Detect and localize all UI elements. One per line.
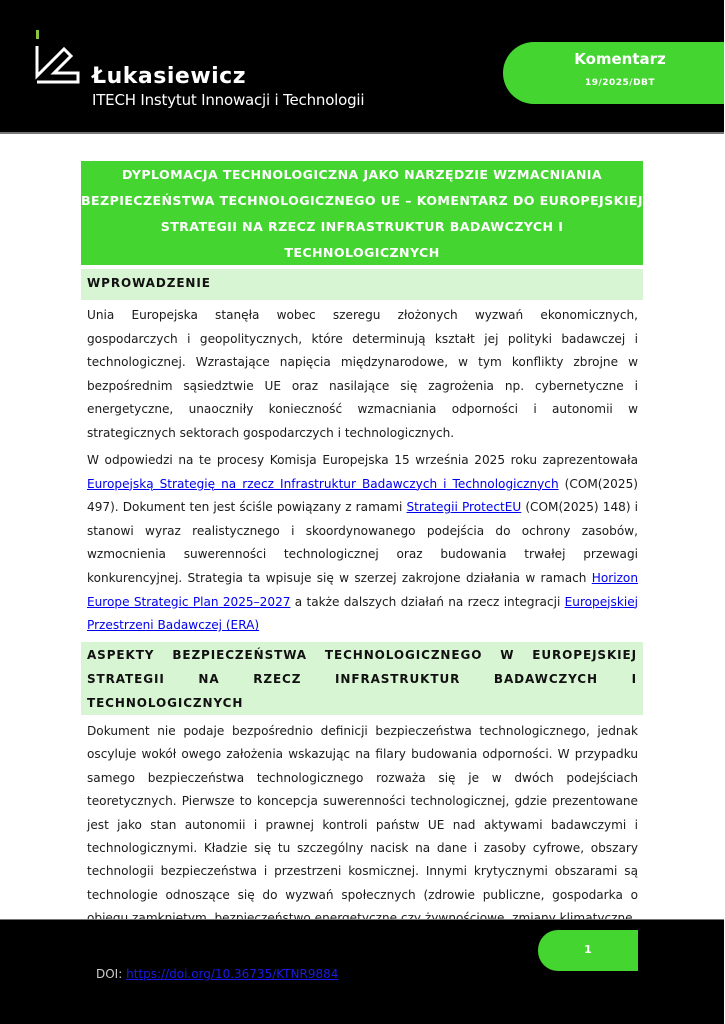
security-paragraph-1: Dokument nie podaje bezpośrednio definicji bezpieczeństwa technologicznego, jednak oscyluje wokół owego założenia wskazując na filary budowania odporności. W przypadku samego bezpieczeństwa technologicznego rozważa się je w dwóch podejściach teoretycznych. Pierwsze to koncepcja suwerenności technologicznej, gdzie prezentowane jest jako stan autonomii i prawnej kontroli państw UE nad aktywami badawczymi i technologicznymi. Kładzie się tu szczególny nacisk na dane i zasoby cyfrowe, obszary technologii bezpieczeństwa i przestrzeni kosmicznej. Innymi krytycznymi obszarami są technologie odnoszące się do wyzwań społecznych (zdrowie publiczne, gospodarka o	[87, 724, 638, 902]
lukasiewicz-logo-icon	[34, 30, 82, 86]
text-segment: (COM(2025) 497). Dokument ten jest ściśle powiązany z ramami	[87, 476, 638, 515]
badge-code: 19/2025/DBT	[584, 78, 656, 88]
text-segment: W odpowiedzi na te procesy Komisja Europejska 15 września 2025 roku zaprezentowała	[87, 453, 638, 467]
section-heading-introduction: WPROWADZENIE	[81, 269, 643, 300]
badge-title: Komentarz	[574, 50, 666, 68]
page-number: 1	[538, 930, 638, 971]
org-name: Łukasiewicz	[92, 64, 247, 89]
document-type-badge	[503, 42, 724, 104]
header-divider	[0, 132, 724, 134]
doi-label: DOI:	[96, 967, 127, 981]
doi-line	[96, 967, 338, 981]
section-heading-security-aspects: ASPEKTY BEZPIECZEŃSTWA TECHNOLOGICZNEGO W EUROPEJSKIEJ STRATEGII NA RZECZ INFRASTRUKTUR BADAWCZYCH I TECHNOLOGICZNYCH	[81, 642, 643, 715]
org-subtitle: ITECH Instytut Innowacji i Technologii	[92, 91, 365, 109]
page-header	[0, 0, 724, 133]
document-title: DYPLOMACJA TECHNOLOGICZNA JAKO NARZĘDZIE WZMACNIANIA BEZPIECZEŃSTWA TECHNOLOGICZNEGO UE – KOMENTARZ DO EUROPEJSKIEJ STRATEGII NA RZECZ INFRASTRUKTUR BADAWCZYCH I TECHNOLOGICZNYCH	[81, 161, 643, 265]
link-research-infrastructure-strategy[interactable]: Europejską Strategię na rzecz Infrastruktur Badawczych i Technologicznych	[87, 476, 559, 491]
link-horizon-europe-plan[interactable]: Horizon Europe Strategic Plan 2025–2027	[87, 570, 638, 609]
link-protecteu-strategy[interactable]: Strategii ProtectEU	[406, 500, 522, 515]
doi-link[interactable]: https://doi.org/10.36735/KTNR9884	[126, 967, 339, 981]
text-segment: (COM(2025) 148) i stanowi wyraz realistycznego i skoordynowanego podejścia do ochrony zasobów, wzmocnienia suwerenności technologicznej oraz budowania trwałej przewagi konkurencyjnej. Strategia ta wpisuje się w szerzej zakrojone działania w ramach	[87, 500, 638, 585]
text-segment: a także dalszych działań na rzecz integracji	[290, 594, 565, 609]
link-era[interactable]: Europejskiej Przestrzeni Badawczej (ERA)	[87, 594, 638, 633]
intro-paragraph-2	[87, 449, 638, 638]
intro-paragraph-1: Unia Europejska stanęła wobec szeregu złożonych wyzwań ekonomicznych, gospodarczych i geopolitycznych, które determinują kształt jej polityki badawczej i technologicznej. Wzrastające napięcia międzynarodowe, w tym konflikty zbrojne w bezpośrednim sąsiedztwie UE oraz nasilające się zagrożenia np. cybernetyczne i energetyczne, unaoczniły konieczność wzmacniania odporności i autonomii w strategicznych sektorach gospodarczych i technologicznych.	[87, 308, 638, 440]
